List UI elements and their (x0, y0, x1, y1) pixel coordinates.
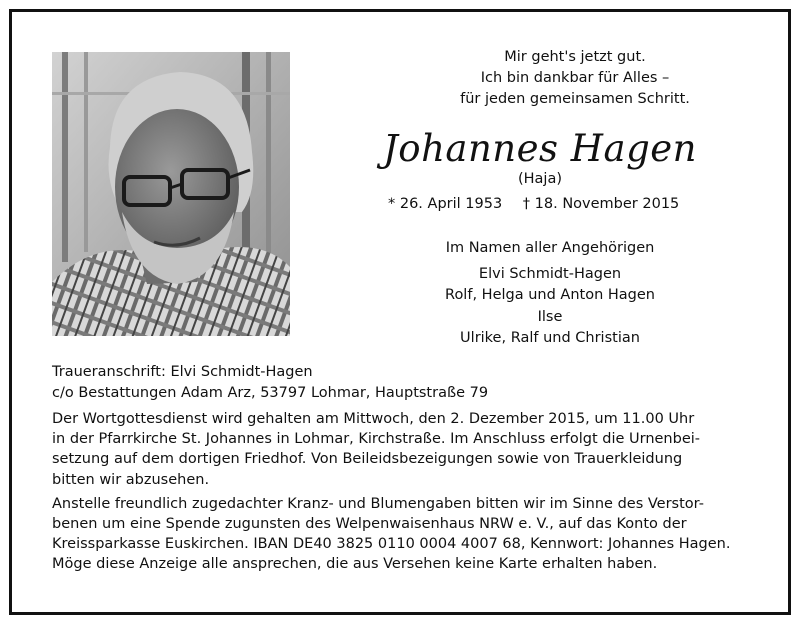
poem-line: Ich bin dankbar für Alles – (480, 70, 670, 86)
poem-line: für jeden gemeinsamen Schritt. (460, 91, 690, 107)
portrait-photo (52, 52, 290, 336)
life-dates (388, 196, 728, 212)
address-line: c/o Bestattungen Adam Arz, 53797 Lohmar, Hauptstraße 79 (52, 385, 489, 401)
text-line: Der Wortgottesdienst wird gehalten am Mittwoch, den 2. Dezember 2015, um 11.00 Uhr (52, 411, 695, 427)
donation-paragraph (52, 494, 748, 575)
service-paragraph (52, 409, 748, 490)
family-member: Ilse (537, 308, 563, 325)
family-member: Elvi Schmidt-Hagen (478, 265, 622, 282)
service-information (52, 409, 748, 579)
family-list (360, 238, 740, 350)
deceased-name: Johannes Hagen (382, 127, 698, 170)
deceased-nickname: (Haja) (517, 171, 563, 187)
poem-line: Mir geht's jetzt gut. (504, 49, 646, 65)
death-date: † 18. November 2015 (522, 196, 680, 212)
birth-date: * 26. April 1953 (388, 196, 503, 212)
text-line: Kreissparkasse Euskirchen. IBAN DE40 3825 0110 0004 4007 68, Kennwort: Johannes Hagen. (52, 536, 731, 553)
text-line: benen um eine Spende zugunsten des Welpenwaisenhaus NRW e. V., auf das Konto der (52, 516, 687, 533)
address-line: Traueranschrift: Elvi Schmidt-Hagen (52, 364, 313, 380)
mourning-address (52, 362, 752, 404)
family-intro: Im Namen aller Angehörigen (445, 240, 655, 256)
family-member: Ulrike, Ralf und Christian (460, 330, 640, 346)
text-line: bitten wir abzusehen. (52, 471, 210, 488)
text-line: Anstelle freundlich zugedachter Kranz- und Blumengaben bitten wir im Sinne des Verstor- (52, 495, 704, 512)
text-line: in der Pfarrkirche St. Johannes in Lohmar, Kirchstraße. Im Anschluss erfolgt die Urnenbei- (52, 431, 701, 448)
text-line: Möge diese Anzeige alle ansprechen, die aus Versehen keine Karte erhalten haben. (52, 556, 658, 573)
poem (380, 47, 770, 110)
portrait-illustration (52, 52, 290, 336)
family-member: Rolf, Helga und Anton Hagen (445, 287, 655, 303)
text-line: setzung auf dem dortigen Friedhof. Von Beileidsbezeigungen sowie von Trauerkleidung (52, 451, 683, 468)
